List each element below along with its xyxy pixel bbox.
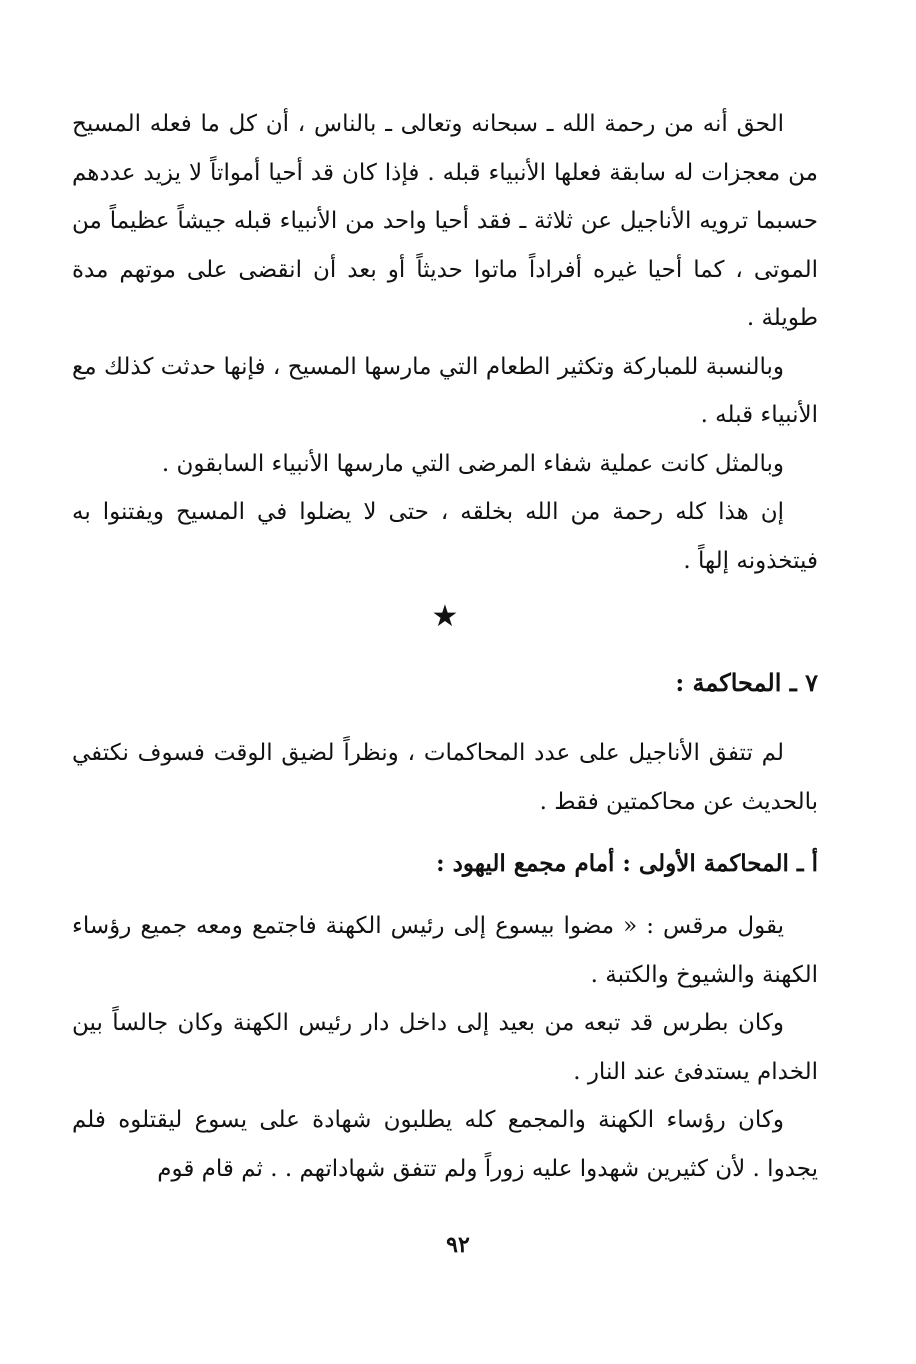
paragraph: وبالنسبة للمباركة وتكثير الطعام التي مارسها المسيح ، فإنها حدثت كذلك مع الأنبياء قبله . [72, 353, 818, 428]
section-heading: ٧ ـ المحاكمة : [675, 668, 818, 697]
paragraph: وكان بطرس قد تبعه من بعيد إلى داخل دار رئيس الكهنة وكان جالساً بين الخدام يستدفئ عند النار . [72, 1010, 818, 1085]
subsection-heading: أ ـ المحاكمة الأولى : أمام مجمع اليهود : [436, 850, 818, 877]
paragraph: وكان رؤساء الكهنة والمجمع كله يطلبون شهادة على يسوع ليقتلوه فلم يجدوا . لأن كثيرين شهدوا عليه زوراً ولم تتفق شهاداتهم . . ثم قام قوم [72, 1107, 818, 1182]
paragraph: إن هذا كله رحمة من الله بخلقه ، حتى لا يضلوا في المسيح ويفتنوا به فيتخذونه إلهاً . [72, 499, 818, 574]
star-icon: ★ [431, 599, 459, 634]
paragraph: لم تتفق الأناجيل على عدد المحاكمات ، ونظراً لضيق الوقت فسوف نكتفي بالحديث عن محاكمتين فقط . [72, 740, 818, 815]
paragraph: يقول مرقس : « مضوا بيسوع إلى رئيس الكهنة فاجتمع ومعه جميع رؤساء الكهنة والشيوخ والكتبة . [72, 913, 818, 988]
paragraph: وبالمثل كانت عملية شفاء المرضى التي مارسها الأنبياء السابقون . [161, 450, 784, 477]
page-number: ٩٢ [446, 1232, 470, 1258]
page-content [72, 100, 818, 1193]
paragraph: الحق أنه من رحمة الله ـ سبحانه وتعالى ـ بالناس ، أن كل ما فعله المسيح من معجزات له سابقة فعلها الأنبياء قبله . فإذا كان قد أحيا أمواتاً لا يزيد عددهم حسبما ترويه الأناجيل عن ثلاثة ـ فقد أحيا واحد من الأنبياء قبله جيشاً عظيماً من الموتى ، كما أحيا غيره أفراداً ماتوا حديثاً أو بعد أن انقضى على موتهم مدة طويلة . [72, 111, 818, 331]
